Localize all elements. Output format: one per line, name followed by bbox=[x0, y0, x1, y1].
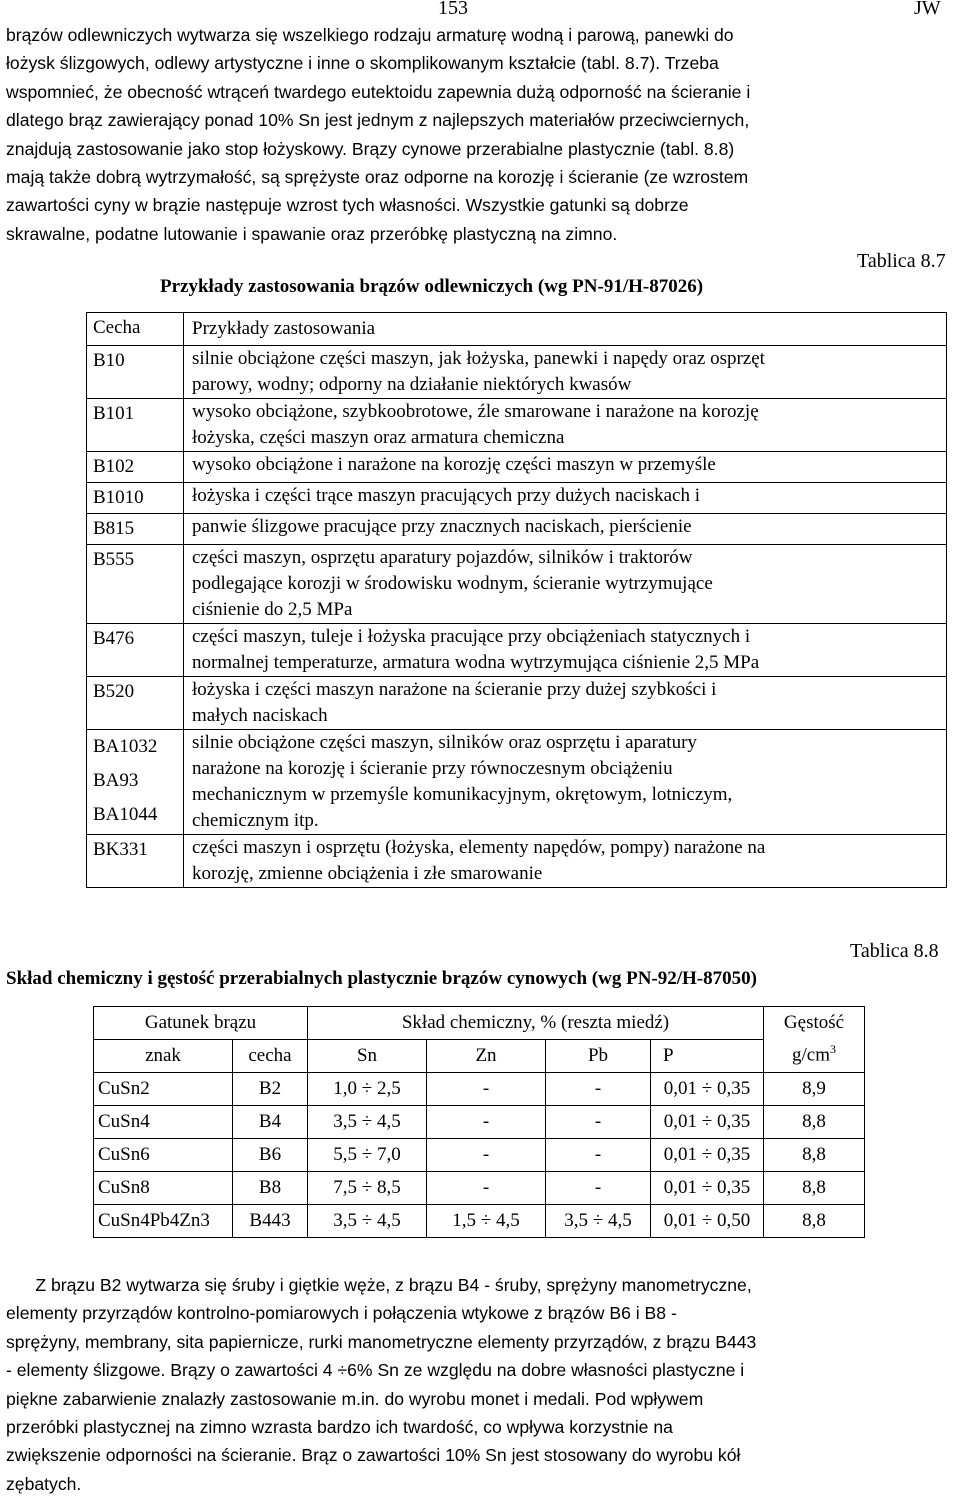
cell-zn: - bbox=[427, 1073, 546, 1106]
cell-density: 8,9 bbox=[764, 1073, 865, 1106]
usage-line: panwie ślizgowe pracujące przy znacznych naciskach, pierścienie bbox=[192, 516, 692, 537]
table-row bbox=[94, 1073, 865, 1106]
text-line: łożysk ślizgowych, odlewy artystyczne i inne o skomplikowanym kształcie (tabl. 8.7). Trzeba bbox=[6, 53, 719, 74]
header-sklad: Skład chemiczny, % (reszta miedź) bbox=[308, 1007, 764, 1040]
table-row bbox=[87, 514, 947, 545]
grade-cell bbox=[87, 483, 184, 514]
usage-cell bbox=[184, 483, 947, 514]
cell-pb: - bbox=[546, 1139, 651, 1172]
cell-pb: - bbox=[546, 1073, 651, 1106]
cell-sn: 7,5 ÷ 8,5 bbox=[308, 1172, 427, 1205]
usage-cell bbox=[184, 624, 947, 677]
text-line: - elementy ślizgowe. Brązy o zawartości 4 ÷6% Sn ze względu na dobre własności plastyczne i bbox=[6, 1360, 745, 1381]
header-pb: Pb bbox=[546, 1040, 651, 1073]
text-line: przeróbki plastycznej na zimno wzrasta bardzo ich twardość, co wpływa korzystnie na bbox=[6, 1417, 673, 1438]
text-line: piękne zabarwienie znalazły zastosowanie m.in. do wyrobu monet i medali. Pod wpływem bbox=[6, 1388, 704, 1409]
text-line: znajdują zastosowanie jako stop łożyskowy. Brązy cynowe przerabialne plastycznie (tabl. 8.8) bbox=[6, 138, 735, 159]
grade: BA93 bbox=[93, 770, 139, 791]
usage-line: części maszyn i osprzętu (łożyska, elementy napędów, pompy) narażone na bbox=[192, 837, 766, 858]
header-p: P bbox=[651, 1040, 764, 1073]
cell-p: 0,01 ÷ 0,35 bbox=[651, 1106, 764, 1139]
table-row bbox=[94, 1172, 865, 1205]
table-87-title: Przykłady zastosowania brązów odlewniczych (wg PN-91/H-87026) bbox=[160, 276, 704, 297]
grade: BA1032 bbox=[93, 736, 158, 757]
cell-cecha: B4 bbox=[233, 1106, 308, 1139]
cell-zn: - bbox=[427, 1172, 546, 1205]
density-label: Gęstość bbox=[783, 1012, 845, 1034]
usage-line: części maszyn, tuleje i łożyska pracujące przy obciążeniach statycznych i bbox=[192, 626, 751, 647]
grade: B555 bbox=[93, 549, 135, 570]
table-row bbox=[94, 1139, 865, 1172]
usage-line: części maszyn, osprzętu aparatury pojazdów, silników i traktorów bbox=[192, 547, 693, 568]
page-tag: JW bbox=[914, 0, 941, 19]
header-sn: Sn bbox=[308, 1040, 427, 1073]
cell-p: 0,01 ÷ 0,35 bbox=[651, 1139, 764, 1172]
table-88 bbox=[93, 1006, 865, 1238]
grade: B10 bbox=[93, 350, 125, 371]
grade: BA1044 bbox=[93, 804, 158, 825]
density-unit bbox=[768, 1036, 860, 1068]
cell-znak: CuSn6 bbox=[94, 1139, 233, 1172]
header-zn: Zn bbox=[427, 1040, 546, 1073]
header-znak: znak bbox=[94, 1040, 233, 1073]
usage-line: parowy, wodny; odporny na działanie niektórych kwasów bbox=[192, 374, 632, 395]
table-row bbox=[87, 483, 947, 514]
table-row bbox=[94, 1205, 865, 1238]
grade: B1010 bbox=[93, 487, 144, 508]
cell-sn: 1,0 ÷ 2,5 bbox=[308, 1073, 427, 1106]
grade: B815 bbox=[93, 518, 135, 539]
usage-cell bbox=[184, 346, 947, 399]
table-row bbox=[87, 835, 947, 888]
cell-znak: CuSn8 bbox=[94, 1172, 233, 1205]
page-number: 153 bbox=[438, 0, 468, 19]
table-row bbox=[87, 624, 947, 677]
table-row bbox=[87, 545, 947, 624]
cell-density: 8,8 bbox=[764, 1205, 865, 1238]
cell-zn: - bbox=[427, 1139, 546, 1172]
table-subheader-row bbox=[94, 1040, 865, 1073]
usage-cell bbox=[184, 677, 947, 730]
table-row bbox=[94, 1106, 865, 1139]
table-row bbox=[87, 346, 947, 399]
text-line: mają także dobrą wytrzymałość, są sprężyste oraz odporne na korozję i ścieranie (ze wzrostem bbox=[6, 167, 749, 188]
usage-cell bbox=[184, 730, 947, 835]
header-cecha: cecha bbox=[233, 1040, 308, 1073]
usage-cell bbox=[184, 399, 947, 452]
usage-line: wysoko obciążone i narażone na korozję części maszyn w przemyśle bbox=[192, 454, 716, 475]
header-przyklady: Przykłady zastosowania bbox=[184, 313, 947, 346]
usage-line: mechanicznym w przemyśle komunikacyjnym, okrętowym, lotniczym, bbox=[192, 784, 733, 805]
grade: B101 bbox=[93, 403, 135, 424]
table-88-label: Tablica 8.8 bbox=[850, 940, 939, 962]
grade: B520 bbox=[93, 681, 135, 702]
table-row bbox=[87, 677, 947, 730]
cell-zn: - bbox=[427, 1106, 546, 1139]
cell-pb: - bbox=[546, 1172, 651, 1205]
text-line: zawartości cyny w brązie następuje wzrost tych własności. Wszystkie gatunki są dobrze bbox=[6, 195, 689, 216]
cell-p: 0,01 ÷ 0,50 bbox=[651, 1205, 764, 1238]
grade: BK331 bbox=[93, 839, 148, 860]
cell-p: 0,01 ÷ 0,35 bbox=[651, 1172, 764, 1205]
cell-zn: 1,5 ÷ 4,5 bbox=[427, 1205, 546, 1238]
grade-cell bbox=[87, 730, 184, 835]
text-line: Z brązu B2 wytwarza się śruby i giętkie węże, z brązu B4 - śruby, sprężyny manometryczne, bbox=[6, 1275, 752, 1295]
table-header-row bbox=[94, 1007, 865, 1040]
usage-cell bbox=[184, 514, 947, 545]
cell-density: 8,8 bbox=[764, 1106, 865, 1139]
density-unit-exponent: 3 bbox=[830, 1042, 836, 1057]
text-line: wspomnieć, że obecność wtrąceń twardego eutektoidu zapewnia dużą odporność na ścieranie i bbox=[6, 81, 751, 102]
cell-density: 8,8 bbox=[764, 1139, 865, 1172]
density-unit-base: g/cm bbox=[792, 1044, 830, 1066]
usage-line: łożyska i części maszyn narażone na ścieranie przy dużej szybkości i bbox=[192, 679, 717, 700]
usage-line: chemicznym itp. bbox=[192, 810, 319, 831]
grade-cell bbox=[87, 399, 184, 452]
cell-sn: 5,5 ÷ 7,0 bbox=[308, 1139, 427, 1172]
text-line: sprężyny, membrany, sita papiernicze, rurki manometryczne elementy przyrządów, z brązu B443 bbox=[6, 1331, 757, 1352]
grade-cell bbox=[87, 624, 184, 677]
text-line: dlatego brąz zawierający ponad 10% Sn jest jednym z najlepszych materiałów przeciwciernych, bbox=[6, 110, 750, 131]
cell-density: 8,8 bbox=[764, 1172, 865, 1205]
table-row bbox=[87, 399, 947, 452]
text-line: brązów odlewniczych wytwarza się wszelkiego rodzaju armaturę wodną i parową, panewki do bbox=[6, 25, 734, 45]
grade-cell bbox=[87, 545, 184, 624]
usage-cell bbox=[184, 452, 947, 483]
table-header-row bbox=[87, 313, 947, 346]
header-gestosc bbox=[764, 1007, 865, 1073]
text-line: skrawalne, podatne lutowanie i spawanie oraz przeróbkę plastyczną na zimno. bbox=[6, 223, 618, 244]
grade-cell bbox=[87, 677, 184, 730]
cell-sn: 3,5 ÷ 4,5 bbox=[308, 1106, 427, 1139]
usage-line: silnie obciążone części maszyn, silników oraz osprzętu i aparatury bbox=[192, 732, 697, 753]
cell-cecha: B2 bbox=[233, 1073, 308, 1106]
grade-cell bbox=[87, 835, 184, 888]
cell-pb: - bbox=[546, 1106, 651, 1139]
table-87-label: Tablica 8.7 bbox=[857, 250, 946, 272]
cell-p: 0,01 ÷ 0,35 bbox=[651, 1073, 764, 1106]
usage-line: łożyska, części maszyn oraz armatura chemiczna bbox=[192, 427, 565, 448]
cell-znak: CuSn4Pb4Zn3 bbox=[94, 1205, 233, 1238]
header-cecha: Cecha bbox=[87, 313, 184, 346]
cell-znak: CuSn2 bbox=[94, 1073, 233, 1106]
usage-cell bbox=[184, 545, 947, 624]
table-row bbox=[87, 730, 947, 835]
paragraph-top bbox=[6, 21, 950, 248]
usage-line: narażone na korozję i ścieranie przy równoczesnym obciążeniu bbox=[192, 758, 673, 779]
table-88-title: Skład chemiczny i gęstość przerabialnych plastycznie brązów cynowych (wg PN-92/H-87050) bbox=[6, 968, 757, 989]
grade-cell bbox=[87, 514, 184, 545]
cell-pb: 3,5 ÷ 4,5 bbox=[546, 1205, 651, 1238]
grade-cell bbox=[87, 346, 184, 399]
usage-line: silnie obciążone części maszyn, jak łożyska, panewki i napędy oraz osprzęt bbox=[192, 348, 765, 369]
cell-cecha: B6 bbox=[233, 1139, 308, 1172]
cell-sn: 3,5 ÷ 4,5 bbox=[308, 1205, 427, 1238]
usage-line: korozję, zmienne obciążenia i złe smarowanie bbox=[192, 863, 543, 884]
usage-line: małych naciskach bbox=[192, 705, 328, 726]
usage-line: łożyska i części trące maszyn pracujących przy dużych naciskach i bbox=[192, 485, 700, 506]
table-87 bbox=[86, 312, 947, 888]
usage-line: podlegające korozji w środowisku wodnym, ścieranie wytrzymujące bbox=[192, 573, 713, 594]
text-line: elementy przyrządów kontrolno-pomiarowych i połączenia wtykowe z brązów B6 i B8 - bbox=[6, 1303, 677, 1324]
grade-cell bbox=[87, 452, 184, 483]
grade: B102 bbox=[93, 456, 135, 477]
cell-cecha: B8 bbox=[233, 1172, 308, 1205]
text-line: zębatych. bbox=[6, 1473, 82, 1494]
cell-cecha: B443 bbox=[233, 1205, 308, 1238]
header-gatunek: Gatunek brązu bbox=[94, 1007, 308, 1040]
table-row bbox=[87, 452, 947, 483]
usage-line: normalnej temperaturze, armatura wodna wytrzymująca ciśnienie 2,5 MPa bbox=[192, 652, 760, 673]
usage-line: ciśnienie do 2,5 MPa bbox=[192, 599, 353, 620]
usage-cell bbox=[184, 835, 947, 888]
text-line: zwiększenie odporności na ścieranie. Brąz o zawartości 10% Sn jest stosowany do wyrobu kół bbox=[6, 1445, 741, 1466]
usage-line: wysoko obciążone, szybkoobrotowe, źle smarowane i narażone na korozję bbox=[192, 401, 759, 422]
grade: B476 bbox=[93, 628, 135, 649]
paragraph-bottom bbox=[6, 1271, 950, 1498]
cell-znak: CuSn4 bbox=[94, 1106, 233, 1139]
